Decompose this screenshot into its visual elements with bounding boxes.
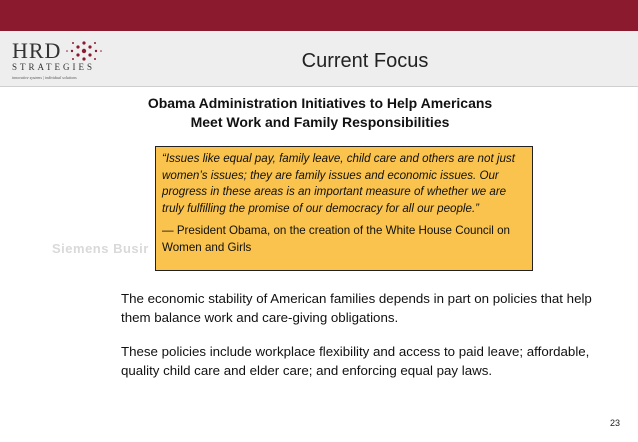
quote-text: “Issues like equal pay, family leave, child care and others are not just women’s issues; they are family issues and economic issues. Our progress in these areas is an important measure of whether we are truly fulfilling the promise of our democracy for all our people.” [162,152,515,215]
quote-box [155,146,533,271]
subtitle-line-2: Meet Work and Family Responsibilities [190,114,450,130]
subtitle-line-1: Obama Administration Initiatives to Help Americans [147,95,493,111]
company-logo [4,36,124,86]
body-text [121,289,601,395]
logo-dots-icon [64,38,104,64]
watermark-text: Siemens Busir [52,241,149,256]
logo-subname: STRATEGIES [12,62,96,72]
slide-subtitle [120,94,520,132]
slide-title: Current Focus [301,50,429,72]
header-bar [0,0,638,31]
body-paragraph-2: These policies include workplace flexibility and access to paid leave; affordable, quality child care and elder care; and enforcing equal pay laws. [121,344,590,378]
quote-attribution: — President Obama, on the creation of the White House Council on Women and Girls [162,224,510,254]
logo-name: HRD [12,38,62,63]
body-paragraph-1: The economic stability of American families depends in part on policies that help them balance work and care-giving obligations. [121,291,592,325]
logo-tagline: innovative systems | individual solutions [12,75,77,80]
page-number: 23 [610,418,621,428]
